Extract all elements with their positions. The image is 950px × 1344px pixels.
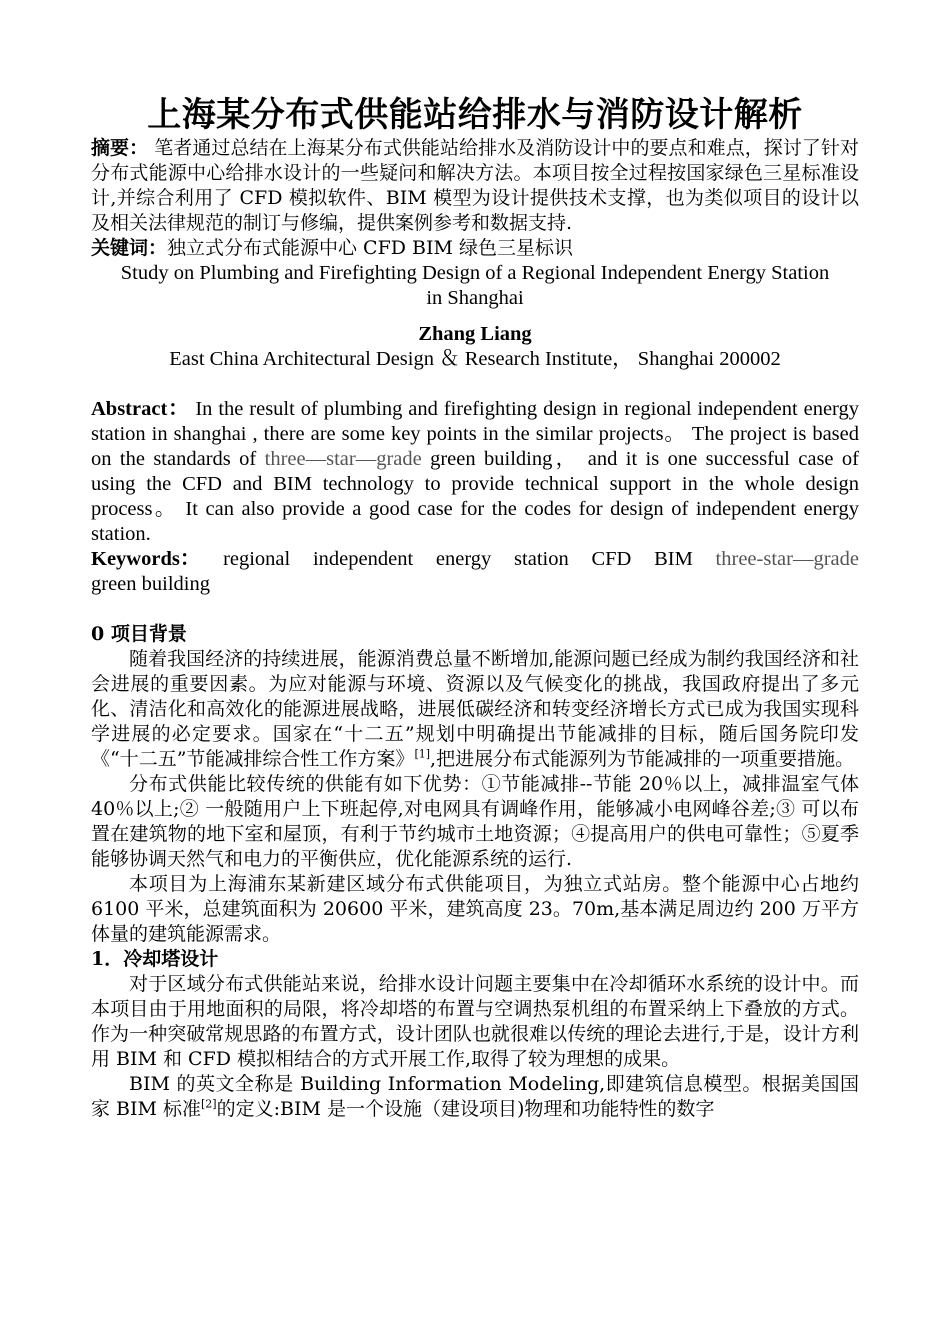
keyword-term: regional — [223, 548, 291, 570]
keyword-term: CFD — [591, 548, 632, 570]
keyword-term: station — [514, 548, 569, 570]
author-name: Zhang Liang — [418, 323, 532, 345]
spacer — [91, 597, 859, 622]
english-title: Study on Plumbing and Firefighting Design of a Regional Independent Energy Station in Shanghai — [120, 262, 830, 309]
section-1-paragraph-2 — [91, 1072, 859, 1122]
keyword-term: independent — [312, 548, 414, 570]
keyword-term: energy — [435, 548, 492, 570]
abstract-en-label: Abstract： — [91, 398, 190, 420]
citation-ref: [2] — [201, 1097, 217, 1111]
spacer — [91, 372, 859, 397]
abstract-en-text-2: green building， and it is one successful case of using the CFD and BIM technology to provide technical support in the whole design process。 It can also provide a good case for the codes for design of independent energy station. — [91, 448, 860, 545]
abstract-en-text-1: In the result of plumbing and firefighting design in regional independent energy station in shanghai , there are some key points in the similar projects。 The project is based on the standards of — [91, 398, 859, 470]
abstract-en-grade-term: three—star—grade — [264, 448, 422, 470]
paragraph-text: ,把进展分布式能源列为节能减排的一项重要措施。 — [430, 748, 855, 770]
keywords-cn — [91, 236, 859, 261]
keywords-en-label: Keywords： — [91, 548, 201, 570]
abstract-cn — [91, 136, 859, 236]
keywords-cn-text: 独立式分布式能源中心 CFD BIM 绿色三星标识 — [167, 237, 574, 259]
keywords-en — [91, 547, 859, 572]
section-1-paragraph-1: 对于区域分布式供能站来说，给排水设计问题主要集中在冷却循环水系统的设计中。而本项目由于用地面积的局限，将冷却塔的布置与空调热泵机组的布置采纳上下叠放的方式。作为一种突破常规思路的布置方式，设计团队也就很难以传统的理论去进行,于是，设计方利用 BIM 和 CFD 模拟相结合的方式开展工作,取得了较为理想的成果。 — [91, 973, 859, 1070]
keyword-term: BIM — [654, 548, 693, 570]
keywords-cn-label: 关键词： — [91, 237, 168, 259]
paragraph-text: BIM 的英文全称是 Building Information Modeling,即建筑信息模型。根据美国国家 BIM 标准 — [91, 1073, 859, 1120]
document-page — [91, 92, 859, 1122]
section-0-paragraph-1 — [91, 647, 859, 772]
section-0-paragraph-2: 分布式供能比较传统的供能有如下优势：①节能减排--节能 20％以上，减排温室气体 40％以上;② 一般随用户上下班起停,对电网具有调峰作用，能够减小电网峰谷差;③ 可以布置在建筑物的地下室和屋顶，有利于节约城市土地资源；④提高用户的供电可靠性；⑤夏季能够协调天然气和电力的平衡供应，优化能源系统的运行. — [91, 773, 859, 870]
paragraph-text: 的定义:BIM 是一个设施（建设项目)物理和功能特性的数字 — [216, 1098, 715, 1120]
abstract-en — [91, 397, 859, 547]
keyword-grade-term: three-star—grade — [715, 548, 859, 570]
section-0-heading: 0 项目背景 — [91, 623, 187, 645]
abstract-cn-label: 摘要： — [91, 137, 149, 159]
author-affiliation: East China Architectural Design ＆ Research Institute， Shanghai 200002 — [169, 348, 781, 370]
paper-title: 上海某分布式供能站给排水与消防设计解析 — [147, 95, 803, 135]
abstract-cn-text: 笔者通过总结在上海某分布式供能站给排水及消防设计中的要点和难点，探讨了针对分布式能源中心给排水设计的一些疑问和解决方法。本项目按全过程按国家绿色三星标准设计,并综合利用了 CFD 模拟软件、BIM 模型为设计提供技术支撑，也为类似项目的设计以及相关法律规范的制订与修编，提供案例参考和数据支持. — [91, 137, 859, 234]
keywords-en-tail: green building — [91, 573, 210, 595]
citation-ref: [1] — [414, 747, 431, 761]
section-0-paragraph-3: 本项目为上海浦东某新建区域分布式供能项目，为独立式站房。整个能源中心占地约 6100 平米，总建筑面积为 20600 平米，建筑高度 23。70m,基本满足周边约 200 万平方体量的建筑能源需求。 — [91, 873, 859, 945]
section-1-heading: 1．冷却塔设计 — [91, 948, 219, 970]
paragraph-text: 随着我国经济的持续进展，能源消费总量不断增加,能源问题已经成为制约我国经济和社会进展的重要因素。为应对能源与环境、资源以及气候变化的挑战，我国政府提出了多元化、清洁化和高效化的能源进展战略，进展低碳经济和转变经济增长方式已成为我国实现科学进展的必定要求。国家在“十二五”规划中明确提出节能减排的目标，随后国务院印发《“十二五”节能减排综合性工作方案》 — [91, 648, 859, 770]
